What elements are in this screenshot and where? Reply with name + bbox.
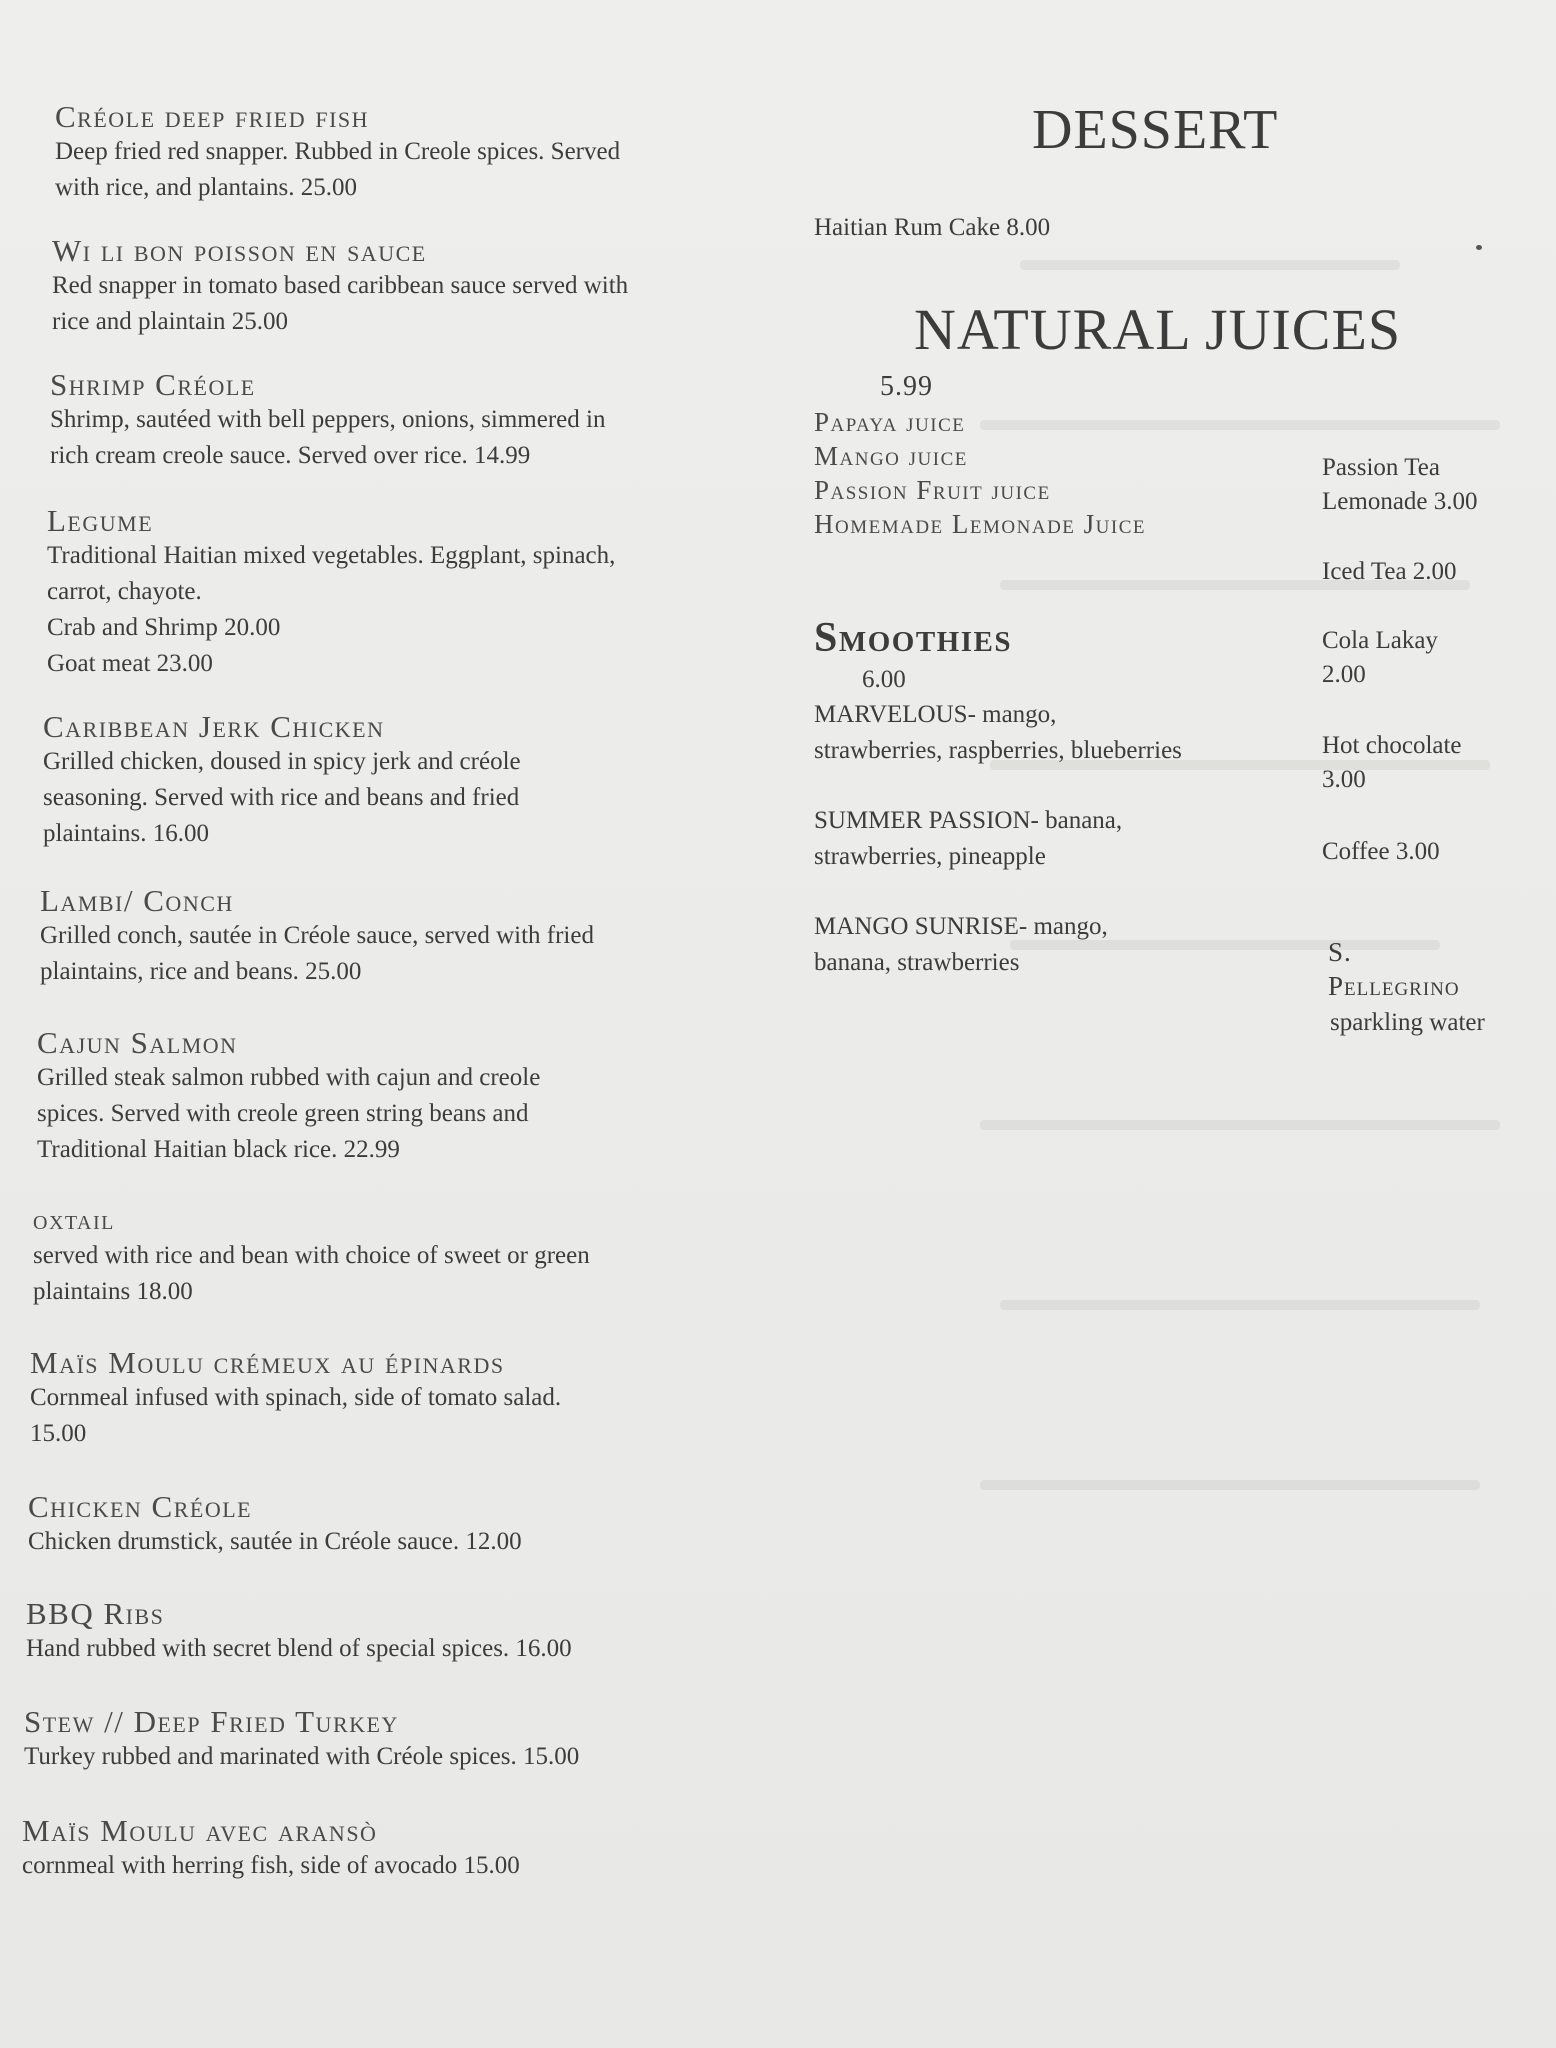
menu-item-name: oxtail: [33, 1205, 115, 1236]
menu-item-description: Grilled chicken, doused in spicy jerk and créole seasoning. Served with rice and beans and fried plaintains. 16.00: [43, 748, 521, 847]
menu-item: [33, 1204, 753, 1310]
menu-item-description: Deep fried red snapper. Rubbed in Creole spices. Served with rice, and plantains. 25.00: [55, 138, 621, 201]
menu-item-description: Shrimp, sautéed with bell peppers, onions, simmered in rich cream creole sauce. Served over rice. 14.99: [50, 406, 606, 469]
drink-item: Iced Tea 2.00: [1322, 558, 1457, 585]
menu-item: [55, 100, 775, 206]
menu-item: [30, 1346, 750, 1452]
menu-item: [40, 884, 760, 990]
menu-item-description: Grilled steak salmon rubbed with cajun and creole spices. Served with creole green string beans and Traditional Haitian black rice. 22.99: [37, 1064, 541, 1163]
smoothies-price: 6.00: [862, 666, 906, 693]
menu-item-description: Cornmeal infused with spinach, side of tomato salad. 15.00: [30, 1384, 562, 1447]
smoothie-item: MANGO SUNRISE- mango, banana, strawberries: [814, 913, 1108, 976]
drink-item-description: sparkling water: [1330, 1009, 1485, 1036]
dessert-heading: DESSERT: [1032, 99, 1279, 161]
juices-heading: NATURAL JUICES: [914, 297, 1402, 362]
menu-item-name: Wi li bon poisson en sauce: [52, 233, 427, 268]
menu-item: [26, 1597, 746, 1667]
menu-item-description: cornmeal with herring fish, side of avocado 15.00: [22, 1852, 520, 1879]
menu-item-description: Chicken drumstick, sautée in Créole sauce. 12.00: [28, 1528, 522, 1555]
menu-item-description: Turkey rubbed and marinated with Créole spices. 15.00: [24, 1743, 580, 1770]
menu-item: [47, 504, 767, 682]
menu-item-name: Cajun Salmon: [37, 1025, 238, 1060]
menu-item: [43, 710, 763, 852]
list-item: Homemade Lemonade Juice: [814, 509, 1146, 539]
menu-item-name: BBQ Ribs: [26, 1596, 165, 1631]
menu-item: [28, 1490, 748, 1560]
menu-item-description: Traditional Haitian mixed vegetables. Eggplant, spinach, carrot, chayote. Crab and Shrimp 20.00 Goat meat 23.00: [47, 542, 616, 677]
stray-mark: [1476, 245, 1482, 250]
menu-item-description: served with rice and bean with choice of sweet or green plaintains 18.00: [33, 1242, 590, 1305]
drink-item-name: S. Pellegrino: [1328, 937, 1460, 1001]
menu-item-description: Grilled conch, sautée in Créole sauce, served with fried plaintains, rice and beans. 25.00: [40, 922, 594, 985]
menu-item-name: Lambi/ Conch: [40, 883, 234, 918]
list-item: Passion Fruit juice: [814, 475, 1051, 505]
menu-item: [52, 234, 772, 340]
menu-item-name: Stew // Deep Fried Turkey: [24, 1704, 399, 1739]
drink-item: Coffee 3.00: [1322, 838, 1440, 865]
menu-item: [22, 1814, 742, 1884]
juices-price: 5.99: [880, 371, 933, 402]
list-item: Mango juice: [814, 441, 968, 471]
menu-item-name: Caribbean Jerk Chicken: [43, 709, 385, 744]
menu-item-name: Créole deep fried fish: [55, 99, 370, 134]
menu-item-name: Chicken Créole: [28, 1489, 253, 1524]
smoothie-item: MARVELOUS- mango, strawberries, raspberries, blueberries: [814, 701, 1182, 764]
smoothie-item: SUMMER PASSION- banana, strawberries, pineapple: [814, 807, 1123, 870]
menu-item: [50, 368, 770, 474]
menu-item: [37, 1026, 757, 1168]
menu-item: [24, 1705, 744, 1775]
drink-item: Hot chocolate 3.00: [1322, 732, 1462, 793]
menu-item-name: Maïs Moulu avec aransò: [22, 1813, 378, 1848]
dessert-item: Haitian Rum Cake 8.00: [814, 214, 1051, 241]
drink-item: Passion Tea Lemonade 3.00: [1322, 454, 1478, 515]
list-item: Papaya juice: [814, 407, 966, 437]
menu-item-name: Legume: [47, 503, 154, 538]
menu-item-description: Red snapper in tomato based caribbean sauce served with rice and plaintain 25.00: [52, 272, 629, 335]
menu-item-name: Maïs Moulu crémeux au épinards: [30, 1345, 505, 1380]
smoothies-heading: Smoothies: [814, 615, 1013, 661]
menu-item-name: Shrimp Créole: [50, 367, 256, 402]
juice-list: [814, 405, 1146, 541]
menu-item-description: Hand rubbed with secret blend of special spices. 16.00: [26, 1635, 572, 1662]
drink-item: Cola Lakay 2.00: [1322, 627, 1438, 688]
